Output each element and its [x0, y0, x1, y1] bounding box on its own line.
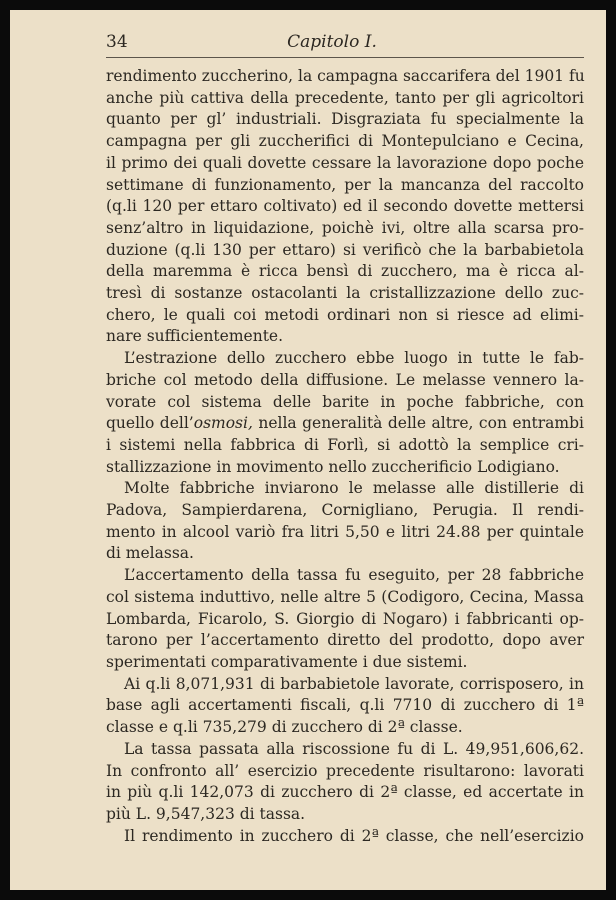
text-line: Lombarda, Ficarolo, S. Giorgio di Nogaro) i fabbricanti op-: [106, 609, 584, 628]
text-line: L’estrazione dello zucchero ebbe luogo in tutte le fab-: [124, 349, 584, 368]
paragraph: [106, 565, 584, 674]
paragraph: [106, 674, 584, 739]
paragraph: [106, 348, 584, 478]
text-line: senz’altro in liquidazione, poichè ivi, oltre alla scarsa pro-: [106, 218, 584, 237]
italic-term: osmosi,: [193, 414, 253, 433]
text-line: il primo dei quali dovette cessare la lavorazione dopo poche: [106, 153, 584, 172]
text-line: tarono per l’accertamento diretto del prodotto, dopo aver: [106, 631, 584, 650]
page-number: 34: [106, 32, 128, 52]
body-text: [106, 66, 584, 847]
text-line: briche col metodo della diffusione. Le melasse vennero la-: [106, 370, 584, 389]
text-line: nare sufficientemente.: [106, 327, 284, 346]
paragraph: [106, 478, 584, 565]
text-line: col sistema induttivo, nelle altre 5 (Codigoro, Cecina, Massa: [106, 587, 584, 606]
text-line: base agli accertamenti fiscali, q.li 7710 di zucchero di 1ª: [106, 696, 584, 715]
text-line: Padova, Sampierdarena, Cornigliano, Perugia. Il rendi-: [106, 501, 584, 520]
page-header: [106, 32, 558, 58]
text-line: settimane di funzionamento, per la mancanza del raccolto: [106, 175, 584, 194]
text-line: Molte fabbriche inviarono le melasse alle distillerie di: [124, 479, 584, 498]
text-line: di melassa.: [106, 544, 194, 563]
text-line: più L. 9,547,323 di tassa.: [106, 804, 306, 823]
paragraph: [106, 66, 584, 348]
running-head: Capitolo I.: [287, 32, 377, 52]
book-page: [10, 10, 606, 890]
text-line: sperimentati comparativamente i due sistemi.: [106, 652, 468, 671]
text-line: classe e q.li 735,279 di zucchero di 2ª classe.: [106, 718, 463, 737]
paragraph: [106, 826, 584, 848]
text-line: campagna per gli zuccherifici di Montepulciano e Cecina,: [106, 132, 584, 151]
text-line: i sistemi nella fabbrica di Forlì, si adottò la semplice cri-: [106, 435, 584, 454]
text-line: chero, le quali coi metodi ordinari non si riesce ad elimi-: [106, 305, 584, 324]
text-line: della maremma è ricca bensì di zucchero, ma è ricca al-: [106, 262, 584, 281]
text-line: in più q.li 142,073 di zucchero di 2ª classe, ed accertate in: [106, 783, 584, 802]
text-line: La tassa passata alla riscossione fu di L. 49,951,606,62.: [124, 739, 584, 758]
text-line: (q.li 120 per ettaro coltivato) ed il secondo dovette mettersi: [106, 197, 584, 216]
text-line: rendimento zuccherino, la campagna saccarifera del 1901 fu: [106, 67, 585, 85]
text-line: vorate col sistema delle barite in poche fabbriche, con: [106, 392, 584, 411]
text-line: Ai q.li 8,071,931 di barbabietole lavorate, corrisposero, in: [124, 674, 584, 693]
text-line: duzione (q.li 130 per ettaro) si verificò che la barbabietola: [106, 240, 584, 259]
text-line: tresì di sostanze ostacolanti la cristallizzazione dello zuc-: [106, 284, 584, 303]
text-line: Il rendimento in zucchero di 2ª classe, che nell’esercizio: [124, 826, 584, 845]
header-rule: [106, 57, 584, 58]
text-line: mento in alcool variò fra litri 5,50 e litri 24.88 per quintale: [106, 522, 584, 541]
text-line: stallizzazione in movimento nello zuccherificio Lodigiano.: [106, 457, 560, 476]
text-line: anche più cattiva della precedente, tanto per gli agricoltori: [106, 88, 584, 107]
text-line: L’accertamento della tassa fu eseguito, per 28 fabbriche: [124, 566, 584, 585]
text-line: quello dell’osmosi, nella generalità delle altre, con entrambi: [106, 414, 585, 433]
text-line: In confronto all’ esercizio precedente risultarono: lavorati: [106, 761, 584, 780]
text-line: quanto per gl’ industriali. Disgraziata fu specialmente la: [106, 110, 584, 129]
paragraph: [106, 739, 584, 826]
